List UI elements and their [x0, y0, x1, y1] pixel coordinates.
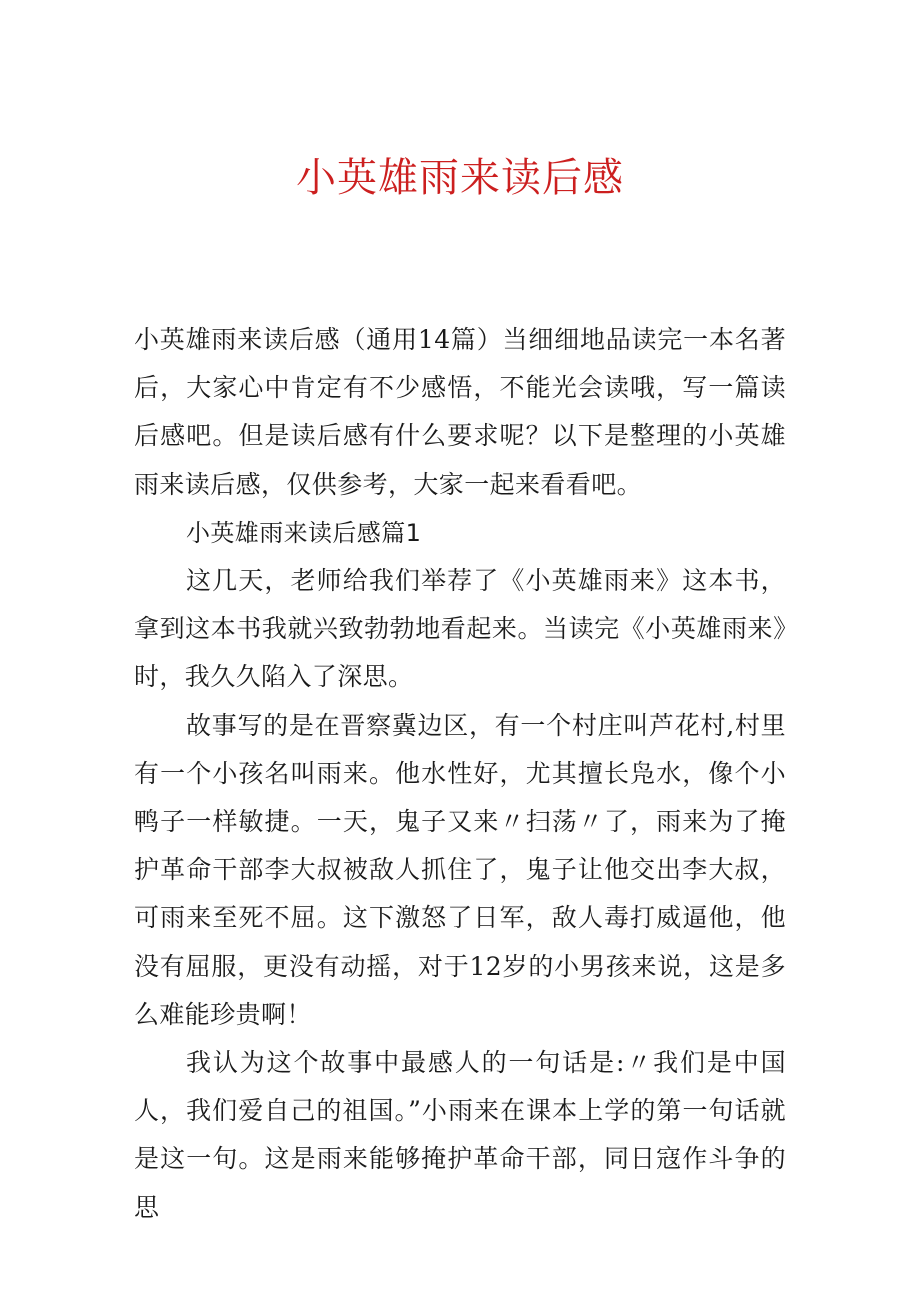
section-heading: 小英雄雨来读后感篇1 — [186, 518, 422, 547]
body-paragraph: 这几天，老师给我们举荐了《小英雄雨来》这本书，拿到这本书我就兴致勃勃地看起来。当读完《小英雄雨来》时，我久久陷入了深思。 — [134, 566, 786, 692]
document-title: 小英雄雨来读后感 — [296, 155, 624, 201]
document-body — [134, 316, 786, 1232]
intro-paragraph: 小英雄雨来读后感（通用14篇）当细细地品读完一本名著后，大家心中肯定有不少感悟，不能光会读哦，写一篇读后感吧。但是读后感有什么要求呢？以下是整理的小英雄雨来读后感，仅供参考，大家一起来看看吧。 — [134, 325, 786, 499]
body-paragraph: 故事写的是在晋察冀边区，有一个村庄叫芦花村,村里有一个小孩名叫雨来。他水性好，尤其擅长凫水，像个小鸭子一样敏捷。一天，鬼子又来〃扫荡〃了，雨来为了掩护革命干部李大叔被敌人抓住了，鬼子让他交出李大叔，可雨来至死不屈。这下激怒了日军，敌人毒打威逼他，他没有屈服，更没有动摇，对于12岁的小男孩来说，这是多么难能珍贵啊！ — [134, 710, 786, 1029]
body-paragraph: 我认为这个故事中最感人的一句话是:〃我们是中国人，我们爱自己的祖国。”小雨来在课本上学的第一句话就是这一句。这是雨来能够掩护革命干部，同日寇作斗争的思 — [134, 1048, 786, 1222]
